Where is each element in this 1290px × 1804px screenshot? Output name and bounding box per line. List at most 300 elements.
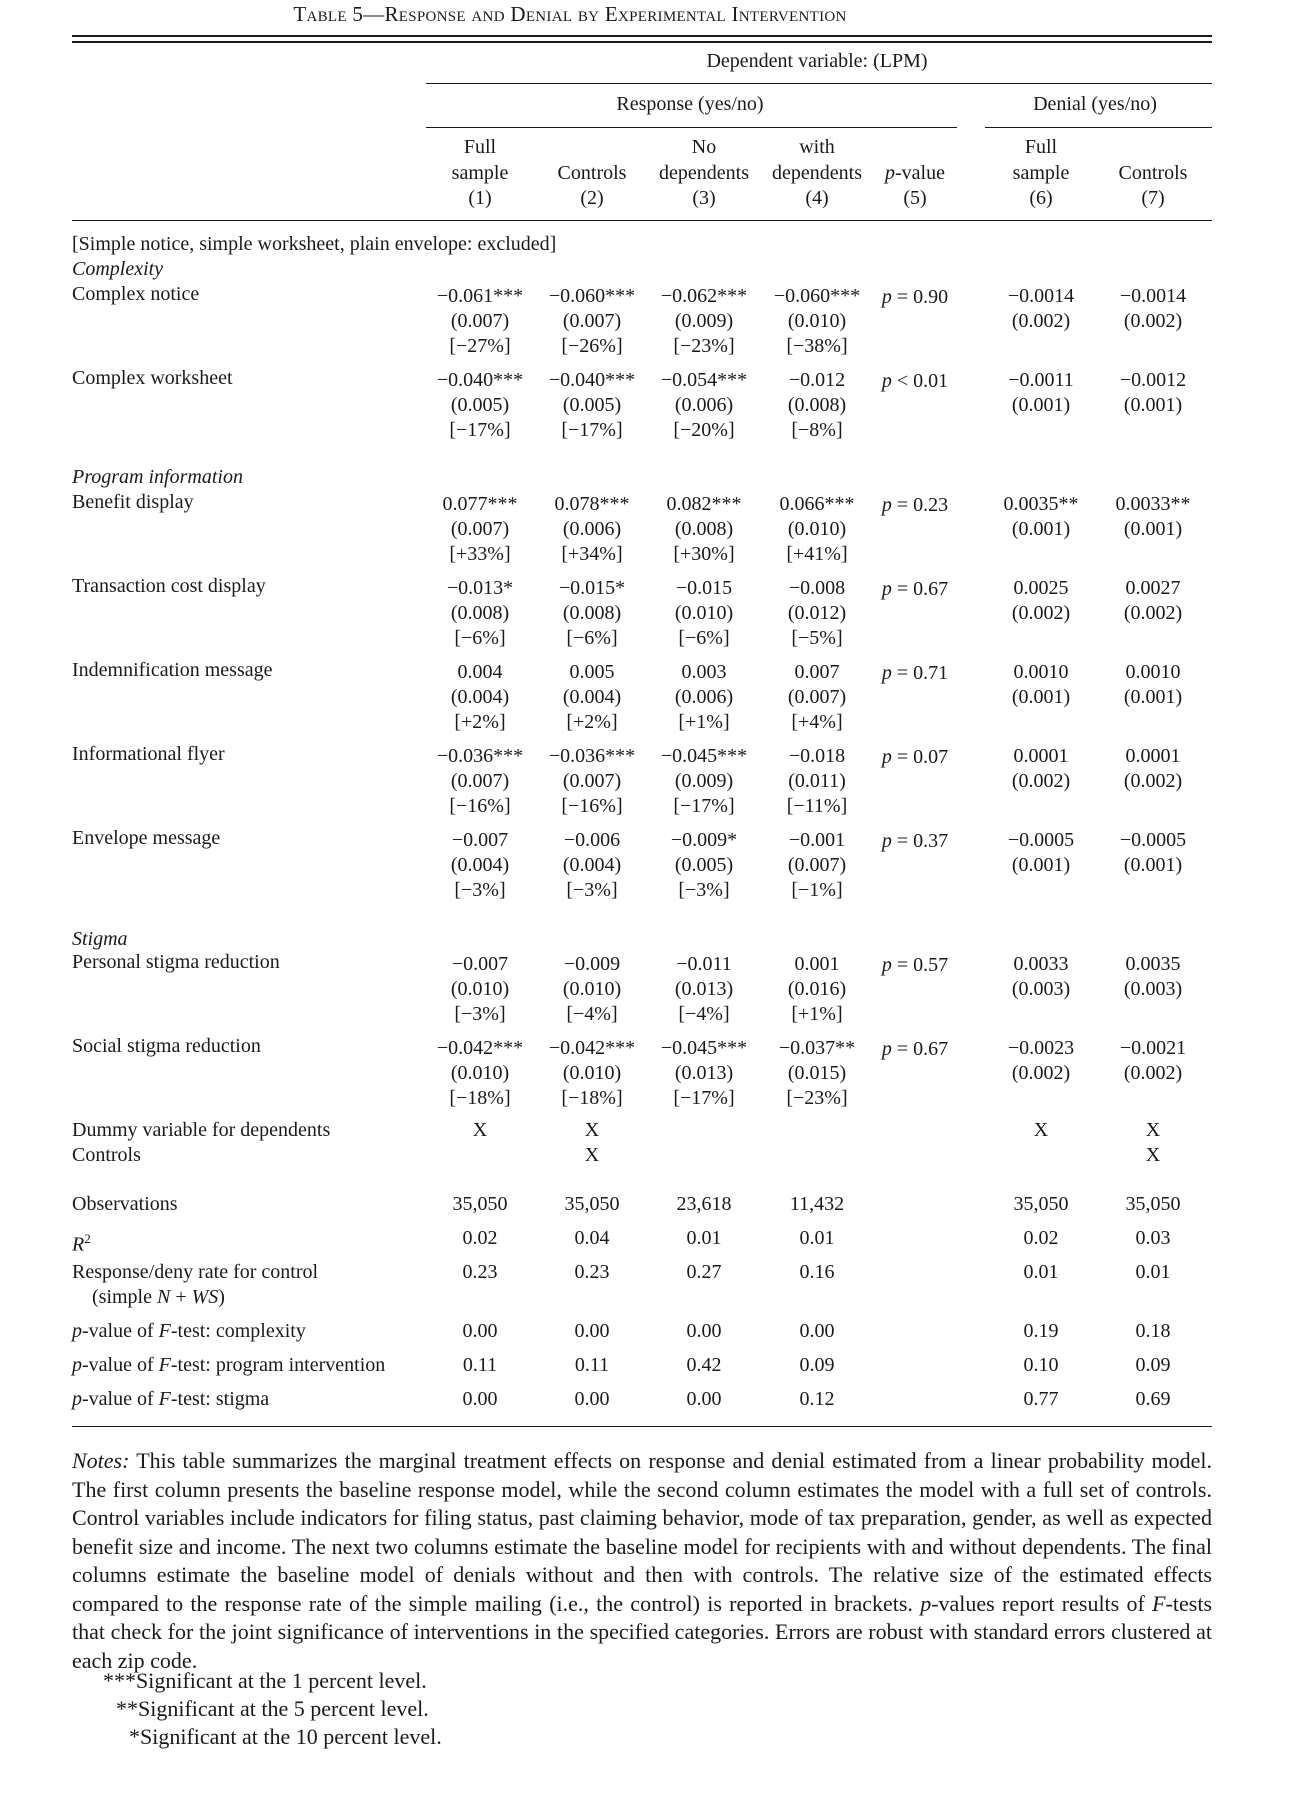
coefficient-cell [549,1036,635,1111]
relative-effect: [−27%] [449,335,511,357]
pvalue-symbol: p [881,370,892,392]
standard-error: (0.005) [674,854,734,876]
pvalue-cell [882,661,948,686]
coefficient-estimate: 0.0033** [1115,493,1191,515]
row-label: Indemnification message [72,659,273,681]
denial-coefficient-cell [1012,660,1070,710]
standard-error: (0.007) [562,770,622,792]
standard-error: (0.004) [562,686,622,708]
stat-label [72,1261,318,1284]
section-program-information: Program information [72,466,243,488]
column-header-line2: sample [451,162,509,184]
response-group-header: Response (yes/no) [616,93,764,115]
coefficient-cell [437,284,523,359]
stat-value: 35,050 [1125,1193,1181,1215]
controls-mark: X [1145,1144,1161,1166]
coefficient-estimate: 0.0035 [1125,953,1181,975]
standard-error: (0.006) [674,394,734,416]
denial-coefficient-cell [1008,284,1074,334]
stat-value: 11,432 [789,1193,845,1215]
stat-value: 23,618 [676,1193,732,1215]
relative-effect: [−5%] [791,627,843,649]
coefficient-estimate: 0.077*** [442,493,518,515]
coefficient-cell [555,492,630,567]
notes-text-1: This table summarizes the marginal treatment effects on response and denial estimated from a linear probability model. The first column presents the baseline response model, while the second column estimates the model with a full set of controls. Control variables include indicators for filing status, past claiming behavior, mode of tax preparation, gender, as well as expected benefit size and income. The next two columns estimate the baseline model for recipients with and without dependents. The final columns estimate the baseline model of denials without and then with controls. The relative size of the estimated effects compared to the response rate of the simple mailing (i.e., the control) is reported in brackets. [72,1448,1212,1616]
standard-error: (0.010) [450,1062,510,1084]
table-title-text: Table 5—Response and Denial by Experimental Intervention [293,2,847,26]
section-complexity: Complexity [72,258,164,280]
stat-label-line2 [92,1286,225,1309]
stat-value: 0.23 [574,1261,610,1283]
pvalue-symbol: p [881,578,892,600]
stat-label-part: F [158,1388,171,1410]
coefficient-estimate: −0.009 [563,953,621,975]
r-squared-label: R [72,1233,85,1256]
coefficient-estimate: −0.011 [676,953,732,975]
standard-error: (0.005) [450,394,510,416]
coefficient-estimate: −0.040*** [548,369,636,391]
standard-error: (0.008) [674,518,734,540]
relative-effect: [−4%] [678,1003,730,1025]
stat-label-part: F [158,1320,171,1342]
standard-error: (0.002) [1123,770,1183,792]
relative-effect: [+1%] [791,1003,843,1025]
coefficient-estimate: −0.007 [451,829,509,851]
coefficient-estimate: −0.018 [788,745,846,767]
coefficient-cell [661,1036,747,1111]
relative-effect: [−6%] [566,627,618,649]
coefficient-estimate: −0.0021 [1119,1037,1187,1059]
coefficient-estimate: −0.045*** [660,1037,748,1059]
coefficient-cell [788,660,846,735]
coefficient-estimate: −0.0014 [1007,285,1075,307]
standard-error: (0.009) [674,770,734,792]
relative-effect: [−23%] [673,335,735,357]
coefficient-estimate: 0.078*** [554,493,630,515]
relative-effect: [+2%] [454,711,506,733]
pvalue-text: = 0.90 [891,286,949,308]
stat-value: 0.00 [686,1320,722,1342]
stat-label-part: N [157,1286,171,1308]
stat-label-part: (simple [92,1286,157,1308]
column-header-line1: Full [1024,136,1058,158]
relative-effect: [+33%] [449,543,511,565]
coefficient-cell [437,744,523,819]
coefficient-estimate: −0.036*** [548,745,636,767]
stat-value: 0.09 [799,1354,835,1376]
stat-value: 0.19 [1023,1320,1059,1342]
coefficient-estimate: −0.036*** [436,745,524,767]
standard-error: (0.004) [450,686,510,708]
stat-value: 0.18 [1135,1320,1171,1342]
coefficient-cell [788,952,846,1027]
coefficient-estimate: 0.0010 [1125,661,1181,683]
stat-value: 0.00 [799,1320,835,1342]
denial-coefficient-cell [1124,744,1182,794]
column-header-line1: with [799,136,835,158]
standard-error: (0.007) [450,770,510,792]
standard-error: (0.006) [562,518,622,540]
standard-error: (0.008) [562,602,622,624]
stat-label-part: p [72,1320,82,1342]
coefficient-cell [549,284,635,359]
relative-effect: [−20%] [673,419,735,441]
denial-coefficient-cell [1012,744,1070,794]
standard-error: (0.013) [674,978,734,1000]
relative-effect: [−17%] [561,419,623,441]
pvalue-text: < 0.01 [891,370,949,392]
standard-error: (0.002) [1011,310,1071,332]
relative-effect: [−16%] [449,795,511,817]
denial-coefficient-cell [1120,368,1186,418]
dummy-dependents-label: Dummy variable for dependents [72,1119,331,1141]
standard-error: (0.001) [1011,686,1071,708]
coefficient-estimate: 0.001 [794,953,840,975]
pvalue-symbol: p [881,746,892,768]
stat-label [72,1193,178,1216]
coefficient-estimate: 0.007 [794,661,840,683]
coefficient-cell [559,576,625,651]
standard-error: (0.010) [674,602,734,624]
stat-value: 0.16 [799,1261,835,1283]
pvalue-symbol: p [881,1038,892,1060]
coefficient-estimate: −0.009* [670,829,738,851]
relative-effect: [−3%] [454,1003,506,1025]
stat-value: 0.10 [1023,1354,1059,1376]
stat-label-part: -value of [82,1388,159,1410]
stat-value: 35,050 [564,1193,620,1215]
relative-effect: [−3%] [454,879,506,901]
coefficient-estimate: −0.061*** [436,285,524,307]
stat-label-part: p [72,1354,82,1376]
standard-error: (0.015) [787,1062,847,1084]
header-bottom-rule [72,220,1212,221]
denial-group-rule [985,127,1212,128]
standard-error: (0.001) [1123,686,1183,708]
stat-value: 35,050 [1013,1193,1069,1215]
column-number: (2) [580,187,604,209]
coefficient-estimate: 0.0010 [1013,661,1069,683]
stat-label-part: -test: program intervention [170,1354,386,1376]
stat-value: 0.00 [574,1388,610,1410]
pvalue-cell [882,829,948,854]
stat-label [72,1388,269,1411]
coefficient-estimate: −0.008 [788,577,846,599]
coefficient-cell [443,492,518,567]
standard-error: (0.006) [674,686,734,708]
notes-p-italic: p [920,1590,932,1616]
notes-lead: Notes: [72,1448,130,1473]
stat-label [72,1354,385,1377]
denial-coefficient-cell [1120,1036,1186,1086]
coefficient-cell [779,1036,855,1111]
relative-effect: [+2%] [566,711,618,733]
relative-effect: [+4%] [791,711,843,733]
coefficient-estimate: 0.0035** [1003,493,1079,515]
relative-effect: [+30%] [673,543,735,565]
stat-value: 0.11 [574,1354,610,1376]
column-number: (6) [1029,187,1053,209]
pvalue-symbol: p [881,494,892,516]
standard-error: (0.016) [787,978,847,1000]
stat-value: 0.00 [462,1388,498,1410]
coefficient-estimate: 0.0025 [1013,577,1069,599]
row-label: Envelope message [72,827,221,849]
coefficient-estimate: 0.0001 [1125,745,1181,767]
relative-effect: [−6%] [678,627,730,649]
standard-error: (0.008) [450,602,510,624]
row-label: Personal stigma reduction [72,951,280,973]
coefficient-estimate: −0.0005 [1119,829,1187,851]
standard-error: (0.012) [787,602,847,624]
standard-error: (0.003) [1123,978,1183,1000]
relative-effect: [−6%] [454,627,506,649]
coefficient-cell [780,492,855,567]
relative-effect: [−11%] [786,795,848,817]
coefficient-cell [563,660,621,735]
coefficient-cell [671,828,737,903]
coefficient-estimate: −0.013* [446,577,514,599]
coefficient-cell [451,952,509,1027]
controls-label: Controls [72,1144,141,1166]
standard-error: (0.005) [562,394,622,416]
table-bottom-rule [72,1426,1212,1427]
coefficient-estimate: 0.003 [681,661,727,683]
relative-effect: [−17%] [673,1087,735,1109]
denial-group-header: Denial (yes/no) [1033,93,1157,115]
coefficient-estimate: −0.015 [675,577,733,599]
coefficient-estimate: −0.0005 [1007,829,1075,851]
r-squared-exponent: 2 [84,1231,91,1246]
dependent-variable-header: Dependent variable: (LPM) [706,50,928,72]
coefficient-cell [787,744,848,819]
denial-coefficient-cell [1120,828,1186,878]
column-header-line2: dependents [772,162,862,184]
coefficient-estimate: −0.060*** [773,285,861,307]
relative-effect: [−4%] [566,1003,618,1025]
response-group-rule [426,127,957,128]
coefficient-cell [451,828,509,903]
coefficient-estimate: 0.005 [569,661,615,683]
column-header-line1: Full [463,136,497,158]
coefficient-estimate: −0.0011 [1008,369,1074,391]
row-label: Informational flyer [72,743,225,765]
row-label: Benefit display [72,491,194,513]
top-rule-2 [72,41,1212,43]
stat-label-part: WS [191,1286,219,1308]
relative-effect: [−3%] [566,879,618,901]
coefficient-cell [661,744,747,819]
standard-error: (0.001) [1123,854,1183,876]
denial-coefficient-cell [1124,660,1182,710]
pvalue-text: = 0.07 [891,746,949,768]
section-stigma: Stigma [72,928,128,950]
row-label: Transaction cost display [72,575,266,597]
column-number: (4) [805,187,829,209]
denial-coefficient-cell [1008,828,1074,878]
coefficient-estimate: 0.082*** [666,493,742,515]
column-header-line2: Controls [557,162,627,184]
notes-text-3: -tests that check for the joint significance of interventions in the specified categories. Errors are robust with standard errors clustered at each zip code. [72,1590,1213,1673]
standard-error: (0.001) [1123,394,1183,416]
standard-error: (0.007) [787,686,847,708]
significance-1pct: ***Significant at the 1 percent level. [103,1668,427,1693]
pvalue-symbol: p [881,830,892,852]
standard-error: (0.010) [562,978,622,1000]
coefficient-cell [437,1036,523,1111]
coefficient-cell [675,952,733,1027]
stat-value: 0.27 [686,1261,722,1283]
dependent-variable-rule [426,83,1212,84]
stat-value: 0.11 [462,1354,498,1376]
stat-label-part: -value of [82,1320,159,1342]
pvalue-cell [882,745,948,770]
relative-effect: [−16%] [561,795,623,817]
stat-label-part: -test: stigma [170,1388,270,1410]
stat-label-part: -test: complexity [170,1320,306,1342]
standard-error: (0.002) [1123,310,1183,332]
stat-label-part: + [170,1286,192,1308]
pvalue-text: = 0.37 [891,830,949,852]
stat-label-part: F [158,1354,171,1376]
column-header-line2: sample [1012,162,1070,184]
relative-effect: [−18%] [449,1087,511,1109]
pvalue-symbol: p [881,954,892,976]
standard-error: (0.002) [1011,770,1071,792]
stat-label-text: Observations [72,1193,178,1215]
stat-value: 0.00 [574,1320,610,1342]
pvalue-text: = 0.71 [891,662,949,684]
stat-value: 0.01 [1023,1261,1059,1283]
coefficient-estimate: −0.012 [788,369,846,391]
standard-error: (0.002) [1123,1062,1183,1084]
significance-10pct: *Significant at the 10 percent level. [129,1724,442,1749]
relative-effect: [−38%] [786,335,848,357]
dummy-mark: X [1145,1119,1161,1141]
stat-value: 0.03 [1135,1227,1171,1249]
coefficient-cell [675,660,733,735]
coefficient-estimate: −0.0023 [1007,1037,1075,1059]
pvalue-symbol: p [881,662,892,684]
coefficient-cell [788,576,846,651]
coefficient-estimate: −0.060*** [548,285,636,307]
stat-label [72,1227,91,1257]
relative-effect: [+34%] [561,543,623,565]
pvalue-text: = 0.67 [891,578,949,600]
table-title [0,2,1140,27]
denial-coefficient-cell [1012,576,1070,626]
stat-value: 0.02 [462,1227,498,1249]
coefficient-cell [549,744,635,819]
pvalue-symbol: p [881,286,892,308]
relative-effect: [−3%] [678,879,730,901]
coefficient-estimate: −0.001 [788,829,846,851]
notes-f-italic: F [1152,1590,1166,1616]
coefficient-estimate: −0.0014 [1119,285,1187,307]
coefficient-cell [451,660,509,735]
dummy-mark: X [472,1119,488,1141]
standard-error: (0.011) [788,770,846,792]
relative-effect: [−8%] [791,419,843,441]
pvalue-p-italic: p [885,162,896,184]
coefficient-estimate: −0.0012 [1119,369,1187,391]
pvalue-cell [882,577,948,602]
coefficient-estimate: 0.0033 [1013,953,1069,975]
coefficient-estimate: −0.037** [778,1037,856,1059]
coefficient-estimate: −0.040*** [436,369,524,391]
coefficient-cell [788,828,846,903]
denial-coefficient-cell [1012,952,1070,1002]
coefficient-cell [563,952,621,1027]
denial-coefficient-cell [1120,284,1186,334]
notes-text-2: -values report results of [931,1590,1153,1616]
coefficient-cell [563,828,621,903]
relative-effect: [−1%] [791,879,843,901]
stat-label-part: p [72,1388,82,1410]
standard-error: (0.002) [1011,602,1071,624]
pvalue-text: = 0.23 [891,494,949,516]
coefficient-estimate: 0.0001 [1013,745,1069,767]
stat-label-part: -value of [82,1354,159,1376]
stat-value: 0.02 [1023,1227,1059,1249]
pvalue-text: = 0.67 [891,1038,949,1060]
relative-effect: [−18%] [561,1087,623,1109]
dummy-mark: X [584,1119,600,1141]
stat-value: 0.42 [686,1354,722,1376]
row-label: Social stigma reduction [72,1035,261,1057]
standard-error: (0.004) [562,854,622,876]
coefficient-cell [437,368,523,443]
coefficient-estimate: −0.007 [451,953,509,975]
denial-coefficient-cell [1124,576,1182,626]
standard-error: (0.010) [562,1062,622,1084]
stat-value: 0.09 [1135,1354,1171,1376]
pvalue-rest: -value [895,162,945,184]
coefficient-estimate: 0.066*** [779,493,855,515]
standard-error: (0.001) [1011,854,1071,876]
top-rule-1 [72,35,1212,37]
denial-coefficient-cell [1116,492,1191,542]
coefficient-cell [675,576,733,651]
standard-error: (0.008) [787,394,847,416]
pvalue-cell [882,1037,948,1062]
relative-effect: [−23%] [786,1087,848,1109]
denial-coefficient-cell [1008,368,1074,418]
relative-effect: [+41%] [786,543,848,565]
column-header-line2: Controls [1118,162,1188,184]
column-header-line2: dependents [659,162,749,184]
pvalue-cell [882,369,948,394]
column-number: (5) [903,187,927,209]
standard-error: (0.010) [787,310,847,332]
relative-effect: [+1%] [678,711,730,733]
stat-value: 0.00 [686,1388,722,1410]
standard-error: (0.007) [787,854,847,876]
stat-value: 0.12 [799,1388,835,1410]
standard-error: (0.001) [1011,518,1071,540]
excluded-note: [Simple notice, simple worksheet, plain envelope: excluded] [72,233,557,255]
column-number: (7) [1141,187,1165,209]
coefficient-cell [661,284,747,359]
pvalue-cell [882,285,948,310]
coefficient-estimate: −0.062*** [660,285,748,307]
coefficient-estimate: 0.0027 [1125,577,1181,599]
stat-label-part: ) [218,1286,225,1308]
standard-error: (0.010) [450,978,510,1000]
column-number: (1) [468,187,492,209]
pvalue-cell [882,493,948,518]
stat-value: 0.04 [574,1227,610,1249]
